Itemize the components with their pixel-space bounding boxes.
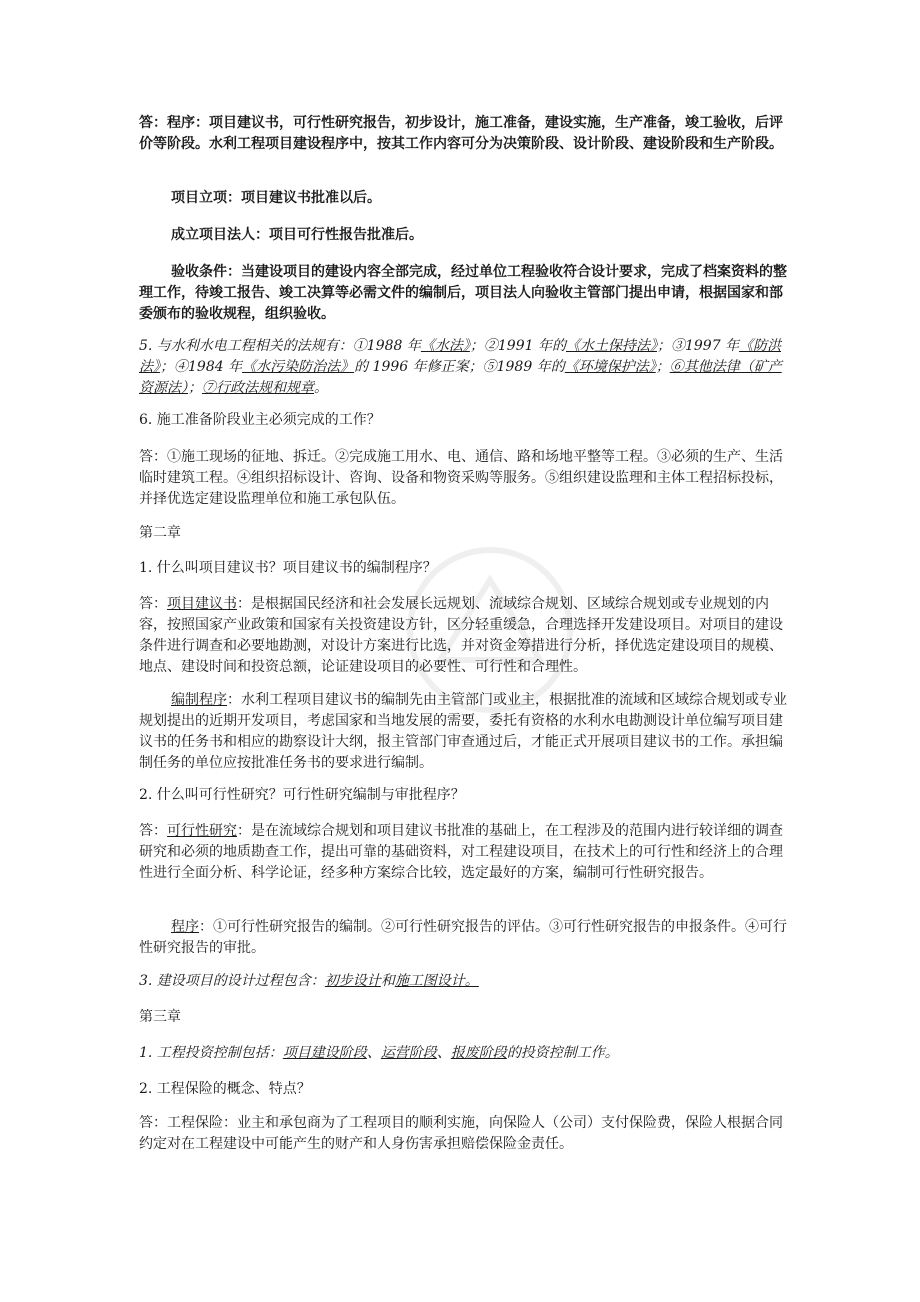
chapter2-heading: 第二章 — [139, 525, 181, 541]
term-project-proposal: 项目建议书 — [167, 596, 237, 612]
laws-text-9: 的 1996 年修正案；⑤1989 年的 — [354, 359, 565, 375]
a2-text: ：是在流域综合规划和项目建议书批准的基础上，在工程涉及的范围内进行较详细的调查研究和必须的地质勘查工作，提出可靠的基础资料，对工程建设项目，在技术上的可行性和经济上的合理性进行全面分析、科学论证，经多种方案综合比较，选定最好的方案，编制可行性研究报告。 — [139, 823, 783, 881]
chapter2-a1 — [139, 594, 787, 678]
program-answer-text-a: 答：程序：项目建议书，可行性研究报告，初步设计，施工准备，建设实施，生产准备，竣工验收，后评价等阶段。 — [139, 115, 783, 152]
term-procedure: 程序 — [171, 919, 199, 935]
q3-text-1: 3. 建设项目的设计过程包含： — [139, 973, 325, 989]
chapter2-a2-procedure — [139, 917, 787, 959]
chapter2-a2 — [139, 821, 787, 884]
chapter3-q1 — [139, 1043, 787, 1064]
law-other-laws: ⑥其他法律（矿产资源法） — [139, 359, 782, 396]
law-water-law: 《水法》 — [420, 338, 470, 354]
term-construction-stage: 项目建设阶段 — [282, 1045, 367, 1061]
laws-text-7: ；④1984 年 — [160, 359, 243, 375]
chapter2-q3 — [139, 971, 787, 992]
chapter2-q1: 1. 什么叫项目建议书？项目建议书的编制程序？ — [139, 560, 437, 576]
q6-question: 6. 施工准备阶段业主必须完成的工作？ — [139, 412, 381, 428]
project-legal-person-paragraph: 成立项目法人：项目可行性报告批准后。 — [171, 227, 423, 243]
laws-text-3: ；②1991 年的 — [469, 338, 566, 354]
program-answer-text-b: 水利工程项目建设程序中，按其工作内容可分为决策阶段、设计阶段、建设阶段和生产阶段。 — [209, 136, 783, 152]
acceptance-conditions-paragraph: 验收条件：当建设项目的建设内容全部完成，经过单位工程验收符合设计要求，完成了档案资料的整理工作，待竣工报告、竣工决算等必需文件的编制后，项目法人向验收主管部门提出申请，根据国家和部委颁布的验收规程，组织验收。 — [139, 264, 787, 322]
laws-text-15: 。 — [314, 380, 328, 396]
q6-answer: 答：①施工现场的征地、拆迁。②完成施工用水、电、通信、路和场地平整等工程。③必须的生产、生活临时建筑工程。④组织招标设计、咨询、设备和物资采购等服务。⑤组织建设监理和主体工程招标投标，并择优选定建设监理单位和施工承包队伍。 — [139, 449, 783, 507]
c3q1-text-7: 的投资控制工作。 — [506, 1045, 619, 1061]
a1-prefix: 答： — [139, 596, 167, 612]
c3q1-text-3: 、 — [366, 1045, 381, 1061]
term-construction-drawing-design: 施工图设计。 — [394, 973, 479, 989]
chapter2-a1-procedure — [139, 690, 787, 774]
laws-text-1: 5. 与水利水电工程相关的法规有：①1988 年 — [139, 338, 421, 354]
laws-text-13: ； — [188, 380, 202, 396]
laws-text-5: ；③1997 年 — [656, 338, 740, 354]
laws-paragraph — [139, 336, 787, 399]
term-scrapping-stage: 报废阶段 — [450, 1045, 507, 1061]
laws-text-11: ； — [655, 359, 670, 375]
law-soil-conservation: 《水土保持法》 — [565, 338, 657, 354]
law-water-pollution: 《水污染防治法》 — [242, 359, 355, 375]
program-answer-paragraph — [139, 113, 787, 155]
term-feasibility-study: 可行性研究 — [167, 823, 237, 839]
term-operation-stage: 运营阶段 — [380, 1045, 437, 1061]
c3q1-text-5: 、 — [436, 1045, 451, 1061]
chapter3-heading: 第三章 — [139, 1009, 181, 1025]
law-administrative-regulations: ⑦行政法规和规章 — [202, 380, 314, 396]
c3q1-text-1: 1. 工程投资控制包括： — [139, 1045, 283, 1061]
a2b-text: ：①可行性研究报告的编制。②可行性研究报告的评估。③可行性研究报告的申报条件。④可行性研究报告的审批。 — [139, 919, 787, 956]
law-environmental-protection: 《环境保护法》 — [564, 359, 656, 375]
term-preparation-procedure: 编制程序 — [171, 692, 227, 708]
chapter3-q2: 2. 工程保险的概念、特点？ — [139, 1081, 311, 1097]
chapter2-q2: 2. 什么叫可行性研究？可行性研究编制与审批程序？ — [139, 787, 465, 803]
project-approval-paragraph: 项目立项：项目建议书批准以后。 — [171, 190, 381, 206]
term-preliminary-design: 初步设计 — [324, 973, 381, 989]
a1b-text: ：水利工程项目建议书的编制先由主管部门或业主，根据批准的流域和区域综合规划或专业规划提出的近期开发项目，考虑国家和当地发展的需要，委托有资格的水利水电勘测设计单位编写项目建议书的任务书和相应的勘察设计大纲，报主管部门审查通过后，才能正式开展项目建议书的工作。承担编制任务的单位应按批准任务书的要求进行编制。 — [139, 692, 787, 771]
chapter3-a2: 答：工程保险：业主和承包商为了工程项目的顺利实施，向保险人（公司）支付保险费，保险人根据合同约定对在工程建设中可能产生的财产和人身伤害承担赔偿保险金责任。 — [139, 1115, 783, 1152]
law-flood-control: 《防洪法》 — [139, 338, 782, 375]
q3-text-3: 和 — [380, 973, 395, 989]
a2-prefix: 答： — [139, 823, 167, 839]
a1-text: ：是根据国民经济和社会发展长远规划、流域综合规划、区域综合规划或专业规划的内容，按照国家产业政策和国家有关投资建设方针，区分轻重缓急，合理选择开发建设项目。对项目的建设条件进行调查和必要地勘测，对设计方案进行比选，并对资金筹措进行分析，择优选定建设项目的规模、地点、建设时间和投资总额，论证建设项目的必要性、可行性和合理性。 — [139, 596, 783, 675]
